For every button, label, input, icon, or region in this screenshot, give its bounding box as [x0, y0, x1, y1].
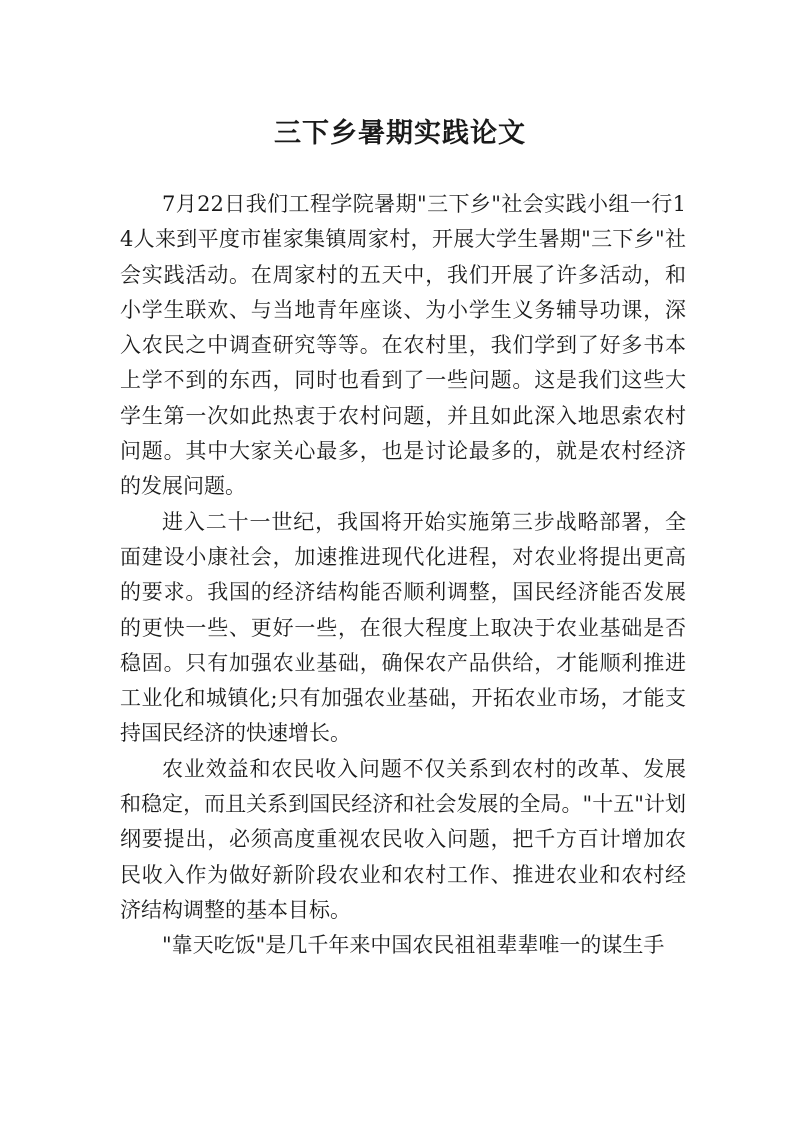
paragraph: 7月22日我们工程学院暑期"三下乡"社会实践小组一行14人来到平度市崔家集镇周家村，开展大学生暑期"三下乡"社会实践活动。在周家村的五天中，我们开展了许多活动，和小学生联欢、与当地青年座谈、为小学生义务辅导功课，深入农民之中调查研究等等。在农村里，我们学到了好多书本上学不到的东西，同时也看到了一些问题。这是我们这些大学生第一次如此热衷于农村问题，并且如此深入地思索农村问题。其中大家关心最多，也是讨论最多的，就是农村经济的发展问题。	[120, 192, 686, 499]
page-title: 三下乡暑期实践论文	[274, 118, 526, 150]
paragraph: 进入二十一世纪，我国将开始实施第三步战略部署，全面建设小康社会，加速推进现代化进程，对农业将提出更高的要求。我国的经济结构能否顺利调整，国民经济能否发展的更快一些、更好一些，在很大程度上取决于农业基础是否稳固。只有加强农业基础，确保农产品供给，才能顺利推进工业化和城镇化;只有加强农业基础，开拓农业市场，才能支持国民经济的快速增长。	[120, 509, 686, 746]
document-body	[120, 187, 686, 964]
paragraph: 农业效益和农民收入问题不仅关系到农村的改革、发展和稳定，而且关系到国民经济和社会发展的全局。"十五"计划纲要提出，必须高度重视农民收入问题，把千方百计增加农民收入作为做好新阶段农业和农村工作、推进农业和农村经济结构调整的基本目标。	[120, 756, 686, 922]
paragraph: "靠天吃饭"是几千年来中国农民祖祖辈辈唯一的谋生手	[162, 933, 665, 958]
